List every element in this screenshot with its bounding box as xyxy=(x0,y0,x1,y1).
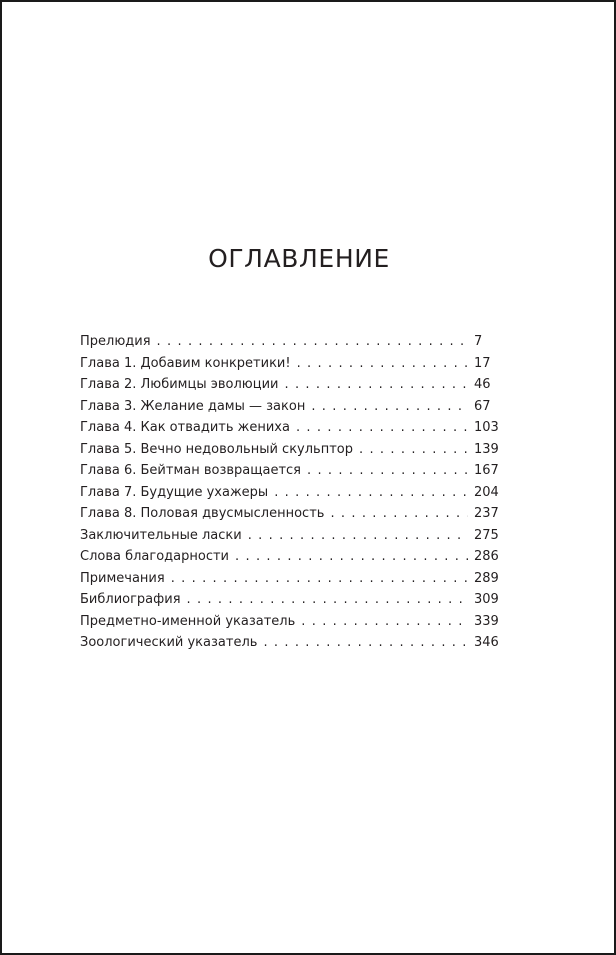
toc-list xyxy=(80,331,514,654)
toc-entry-label: Глава 5. Вечно недовольный скульптор xyxy=(80,441,353,457)
toc-entry-page-number: 167 xyxy=(474,463,499,478)
toc-entry-label: Предметно-именной указатель xyxy=(80,613,296,629)
toc-entry-label: Примечания xyxy=(80,570,165,586)
toc-entry-page-number: 67 xyxy=(474,398,491,414)
dot-leader xyxy=(359,439,468,461)
toc-entry xyxy=(80,546,514,568)
dot-leader xyxy=(311,396,468,418)
toc-entry xyxy=(80,589,514,611)
dot-leader xyxy=(248,525,468,547)
dot-leader xyxy=(187,589,468,611)
toc-entry xyxy=(80,353,514,375)
toc-entry xyxy=(80,568,514,590)
toc-entry-label: Прелюдия xyxy=(80,334,151,349)
toc-entry-label: Глава 8. Половая двусмысленность xyxy=(80,506,325,521)
toc-entry-page-number: 286 xyxy=(474,549,499,564)
toc-entry-label: Глава 4. Как отвадить жениха xyxy=(80,420,290,435)
toc-entry-label: Слова благодарности xyxy=(80,549,230,564)
toc-entry xyxy=(80,460,514,482)
toc-entry-page-number: 237 xyxy=(474,506,499,521)
toc-entry-page-number: 139 xyxy=(474,441,499,457)
dot-leader xyxy=(274,482,468,504)
toc-entry xyxy=(80,374,514,396)
toc-entry-page-number: 289 xyxy=(474,570,499,586)
dot-leader xyxy=(285,374,469,396)
toc-entry xyxy=(80,396,514,418)
toc-entry-label: Глава 6. Бейтман возвращается xyxy=(80,463,301,478)
toc-entry-page-number: 339 xyxy=(474,613,499,629)
toc-entry-page-number: 46 xyxy=(474,377,491,392)
toc-entry-label: Зоологический указатель xyxy=(80,635,258,650)
dot-leader xyxy=(171,568,468,590)
dot-leader xyxy=(157,331,468,353)
toc-entry-label: Глава 3. Желание дамы — закон xyxy=(80,398,306,414)
dot-leader xyxy=(301,611,468,633)
toc-entry-label: Библиография xyxy=(80,592,181,607)
toc-entry xyxy=(80,503,514,525)
toc-entry-page-number: 275 xyxy=(474,527,499,543)
dot-leader xyxy=(296,417,468,439)
dot-leader xyxy=(263,632,468,654)
toc-entry xyxy=(80,632,514,654)
toc-entry-page-number: 346 xyxy=(474,635,499,650)
dot-leader xyxy=(297,353,468,375)
toc-entry-page-number: 7 xyxy=(474,334,483,349)
page-title: ОГЛАВЛЕНИЕ xyxy=(208,244,390,273)
toc-entry-label: Глава 7. Будущие ухажеры xyxy=(80,484,269,500)
dot-leader xyxy=(330,503,468,525)
toc-entry-label: Заключительные ласки xyxy=(80,527,242,543)
dot-leader xyxy=(307,460,468,482)
toc-entry-label: Глава 1. Добавим конкретики! xyxy=(80,355,291,371)
toc-entry xyxy=(80,331,514,353)
toc-entry xyxy=(80,525,514,547)
dot-leader xyxy=(235,546,468,568)
toc-entry-page-number: 103 xyxy=(474,420,499,435)
toc-entry xyxy=(80,611,514,633)
toc-entry-page-number: 309 xyxy=(474,592,499,607)
toc-entry xyxy=(80,482,514,504)
toc-entry xyxy=(80,417,514,439)
toc-entry-page-number: 204 xyxy=(474,484,499,500)
toc-entry xyxy=(80,439,514,461)
toc-entry-label: Глава 2. Любимцы эволюции xyxy=(80,377,279,392)
toc-entry-page-number: 17 xyxy=(474,355,491,371)
